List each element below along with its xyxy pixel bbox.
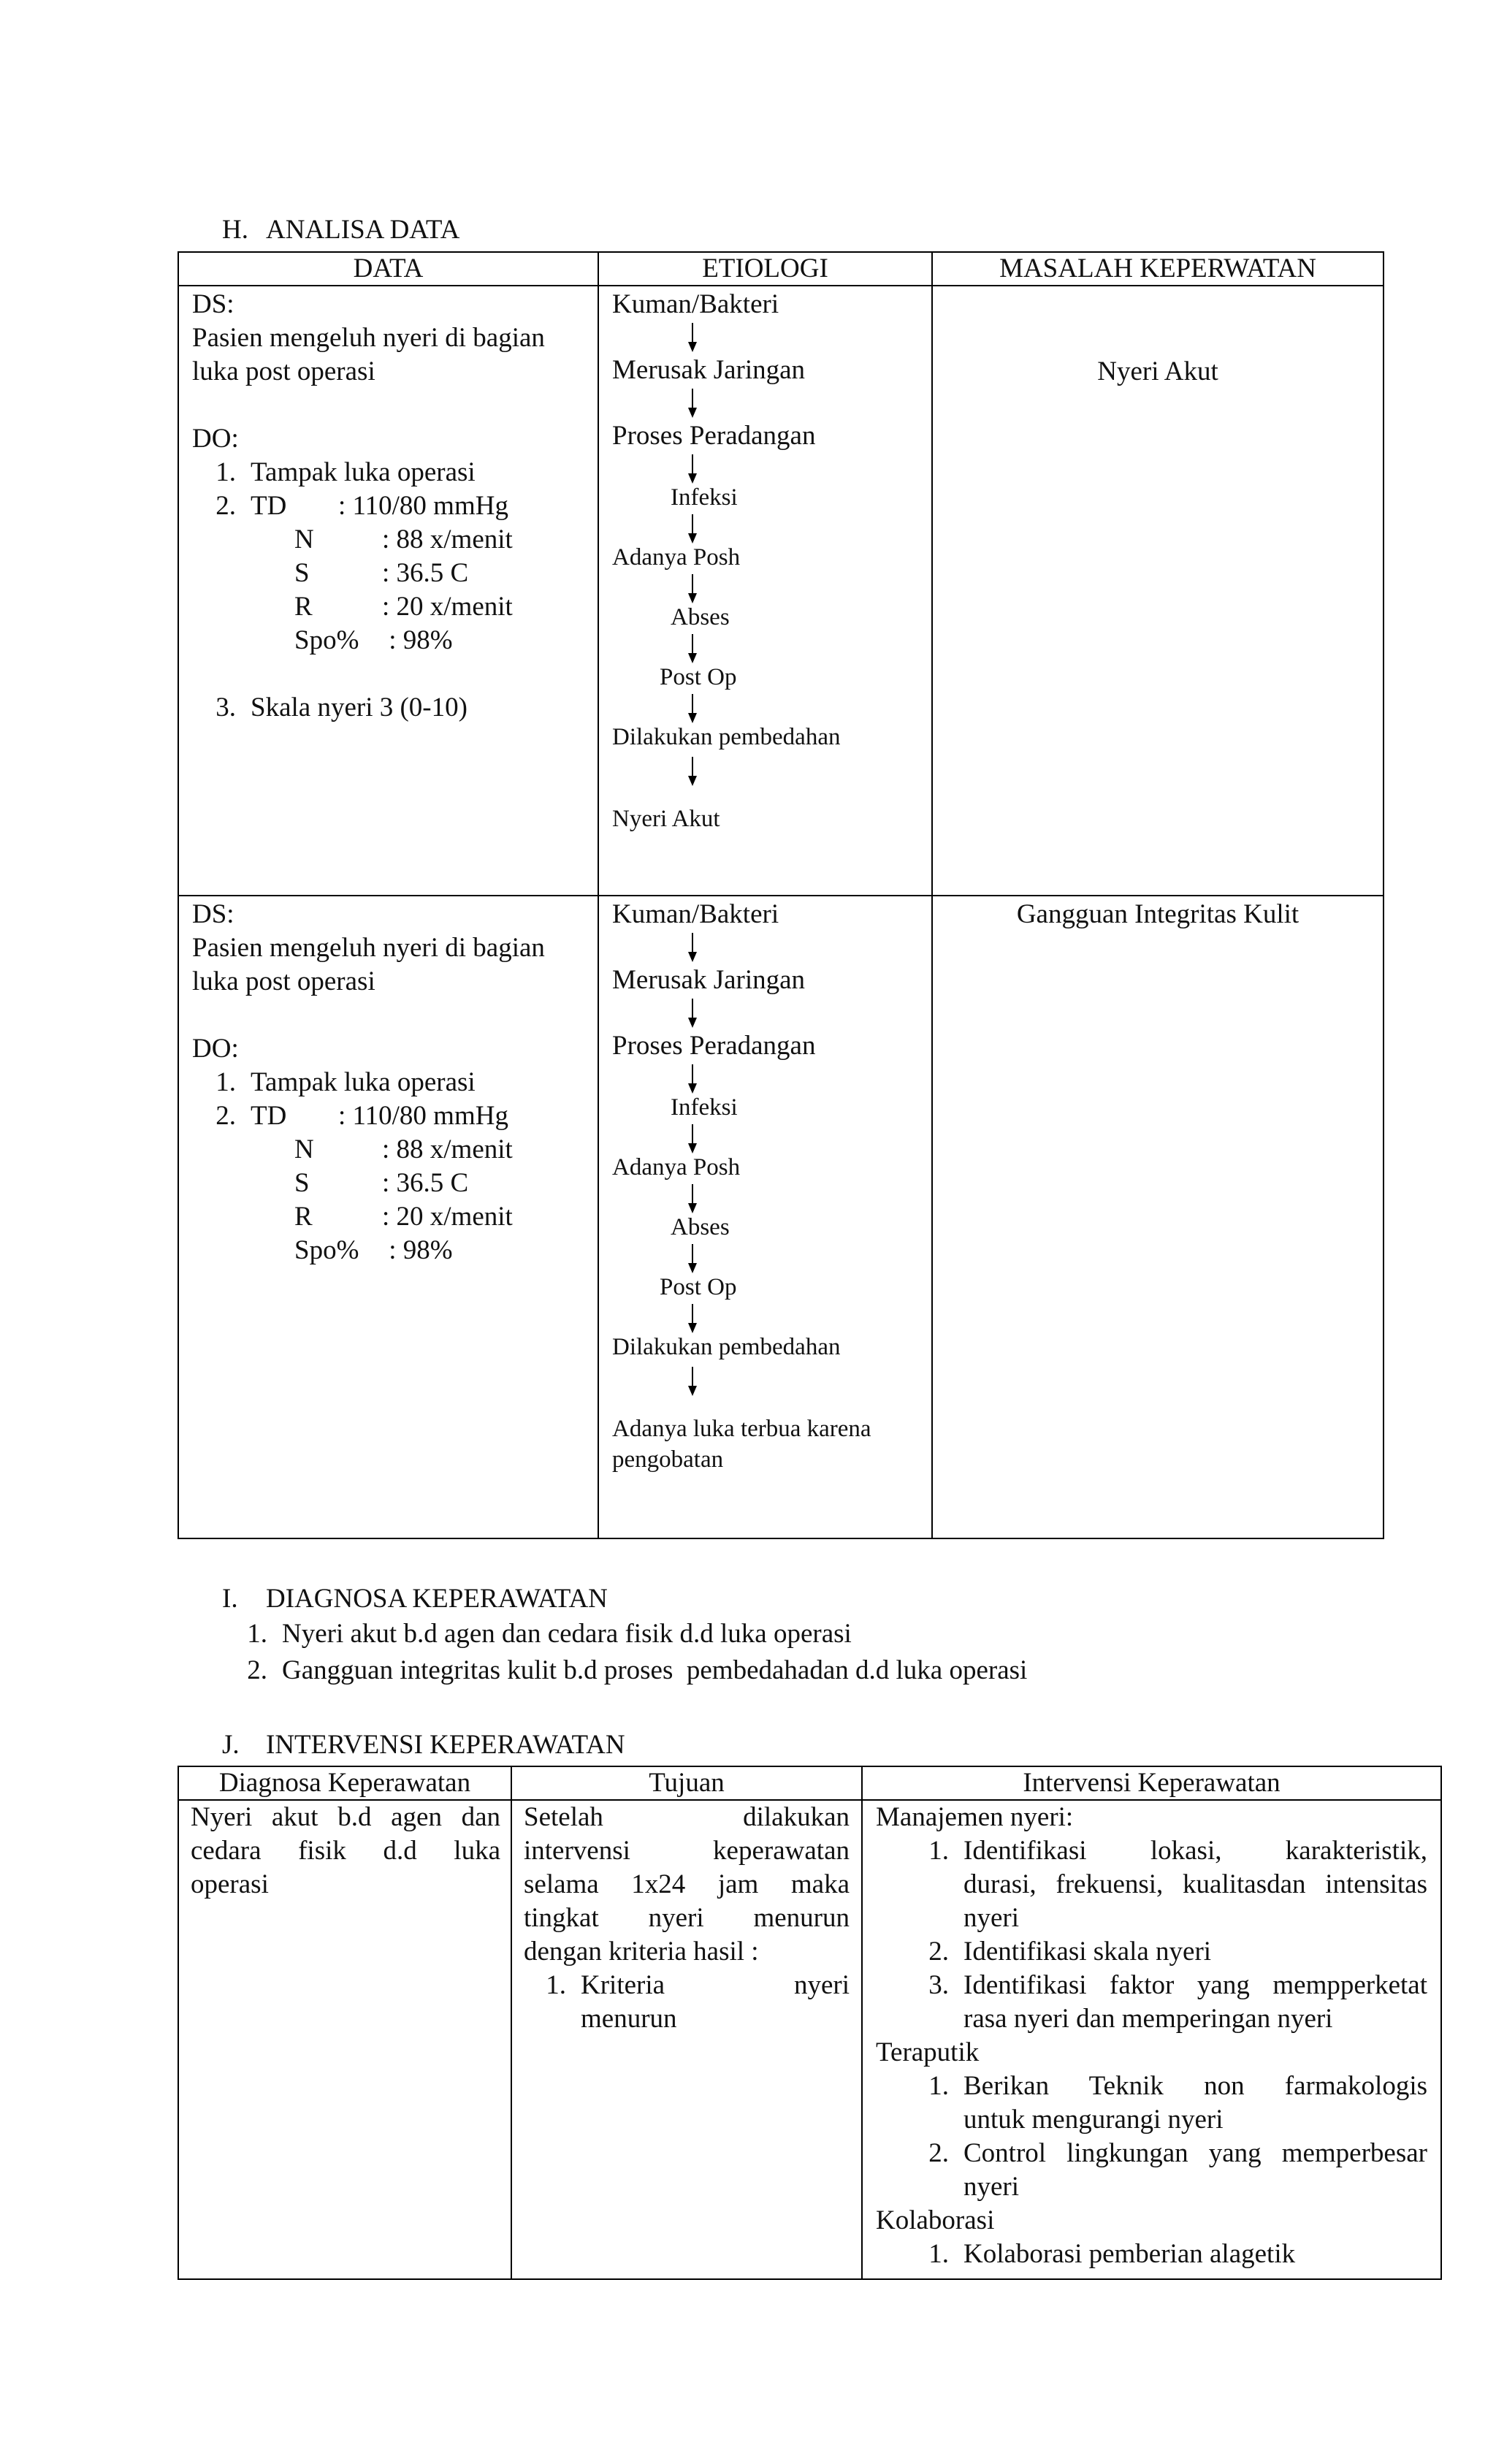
terapeutik-label: Teraputik: [876, 2037, 980, 2067]
down-arrow-icon: [612, 513, 931, 542]
etiology-step: Merusak Jaringan: [612, 965, 806, 995]
do-list: [192, 456, 584, 523]
vital-sign: S : 36.5 C: [294, 1168, 469, 1198]
section-j-title: INTERVENSI KEPERAWATAN: [266, 1730, 625, 1760]
ds-text: luka post operasi: [192, 966, 375, 996]
down-arrow-icon: [612, 1243, 931, 1272]
intervensi-item: 2. Control lingkungan yang memperbesar nyeri: [928, 2138, 1427, 2202]
etiology-step: Adanya Posh: [612, 1154, 741, 1180]
header-tujuan: Tujuan: [511, 1766, 862, 1800]
data-cell-2: [178, 896, 598, 1538]
section-j-number: J.: [222, 1730, 240, 1760]
intervensi-item: 1. Identifikasi lokasi, karakteristik, durasi, frekuensi, kualitasdan intensitas nyeri: [928, 1836, 1427, 1933]
intervensi-header-row: [178, 1766, 1441, 1800]
do-item: 3. Skala nyeri 3 (0-10): [215, 693, 468, 722]
vital-sign: Spo% : 98%: [294, 625, 453, 655]
etiology-flow: [599, 286, 931, 834]
etiology-step: Merusak Jaringan: [612, 355, 806, 385]
do-label: DO:: [192, 424, 239, 454]
down-arrow-icon: [612, 453, 931, 482]
do-item: 1. Tampak luka operasi: [215, 1067, 476, 1097]
etiology-step: Nyeri Akut: [612, 806, 720, 832]
tujuan-line: Setelah dilakukan: [524, 1802, 850, 1832]
intervensi-item: 2. Identifikasi skala nyeri: [928, 1937, 1212, 1967]
diagnosa-item: 2. Gangguan integritas kulit b.d proses pembedahadan d.d luka operasi: [247, 1655, 1028, 1685]
do-item: 1. Tampak luka operasi: [215, 457, 476, 487]
analisa-row-1: [178, 286, 1384, 896]
down-arrow-icon: [612, 693, 931, 722]
down-arrow-icon: [612, 931, 931, 964]
section-j-heading: [222, 1728, 625, 1762]
down-arrow-icon: [612, 1123, 931, 1152]
etiologi-cell-1: [598, 286, 932, 896]
vital-sign: R : 20 x/menit: [294, 1202, 513, 1232]
ds-text: Pasien mengeluh nyeri di bagian: [192, 933, 545, 963]
do-item: 2. TD : 110/80 mmHg: [215, 491, 508, 521]
vital-sign: S : 36.5 C: [294, 558, 469, 588]
do-label: DO:: [192, 1034, 239, 1064]
do-list: [192, 691, 584, 725]
etiology-step: Infeksi: [671, 484, 738, 511]
data-cell-1: [178, 286, 598, 896]
etiology-step: Adanya luka terbua karena: [612, 1416, 871, 1442]
header-diagnosa: Diagnosa Keperawatan: [178, 1766, 511, 1800]
diagnosa-list: [222, 1617, 1027, 1687]
diagnosa-line: Nyeri akut b.d agen dan: [191, 1802, 500, 1832]
diagnosa-line: operasi: [191, 1869, 269, 1899]
vital-sign: Spo% : 98%: [294, 1235, 453, 1265]
intervensi-item: 1. Berikan Teknik non farmakologis untuk mengurangi nyeri: [928, 2071, 1427, 2135]
down-arrow-icon: [612, 997, 931, 1029]
header-masalah: MASALAH KEPERWATAN: [932, 252, 1384, 286]
down-arrow-icon: [612, 321, 931, 354]
etiology-flow: [599, 896, 931, 1475]
intervensi-table: [178, 1766, 1442, 2280]
ds-label: DS:: [192, 289, 234, 319]
ds-text: luka post operasi: [192, 356, 375, 386]
etiology-step: Post Op: [660, 1274, 737, 1300]
masalah-cell-2: [932, 896, 1384, 1538]
etiology-step: pengobatan: [612, 1446, 724, 1473]
ds-text: Pasien mengeluh nyeri di bagian: [192, 323, 545, 353]
etiology-step: Post Op: [660, 664, 737, 690]
section-i-number: I.: [222, 1584, 238, 1614]
diagnosa-line: cedara fisik d.d luka: [191, 1836, 500, 1866]
intervensi-row: [178, 1800, 1441, 2279]
kolaborasi-label: Kolaborasi: [876, 2205, 995, 2235]
tujuan-line: dengan kriteria hasil :: [524, 1937, 759, 1967]
manajemen-label: Manajemen nyeri:: [876, 1802, 1074, 1832]
section-h-heading: [222, 213, 459, 247]
vital-sign: N : 88 x/menit: [294, 1134, 513, 1164]
section-h-title: ANALISA DATA: [266, 215, 460, 245]
etiology-step: Dilakukan pembedahan: [612, 724, 841, 750]
etiology-step: Dilakukan pembedahan: [612, 1334, 841, 1360]
intervensi-item: 1. Kolaborasi pemberian alagetik: [928, 2239, 1296, 2269]
diagnosa-cell: [178, 1800, 511, 2279]
vital-sign: R : 20 x/menit: [294, 592, 513, 622]
etiology-step: Infeksi: [671, 1094, 738, 1121]
vital-sign: N : 88 x/menit: [294, 525, 513, 554]
tujuan-cell: [511, 1800, 862, 2279]
do-list: [192, 1066, 584, 1133]
analisa-header-row: [178, 252, 1384, 286]
header-intervensi: Intervensi Keperawatan: [862, 1766, 1441, 1800]
tujuan-criteria-item: 1. Kriteria nyeri menurun: [546, 1970, 850, 2034]
masalah-cell-1: [932, 286, 1384, 896]
ds-label: DS:: [192, 899, 234, 929]
header-data: DATA: [178, 252, 598, 286]
etiology-step: Proses Peradangan: [612, 421, 816, 451]
problem-label: Nyeri Akut: [1097, 356, 1218, 386]
down-arrow-icon: [612, 1302, 931, 1332]
section-h-number: H.: [222, 215, 248, 245]
header-etiologi: ETIOLOGI: [598, 252, 932, 286]
etiologi-cell-2: [598, 896, 932, 1538]
analisa-row-2: [178, 896, 1384, 1538]
down-arrow-icon: [612, 573, 931, 602]
down-arrow-icon: [612, 633, 931, 662]
section-i-title: DIAGNOSA KEPERAWATAN: [266, 1584, 608, 1614]
etiology-step: Adanya Posh: [612, 544, 741, 571]
etiology-step: Abses: [671, 1214, 730, 1240]
analisa-data-table: [178, 251, 1384, 1539]
down-arrow-icon: [612, 387, 931, 419]
down-arrow-icon: [612, 752, 931, 796]
etiology-step: Abses: [671, 604, 730, 630]
do-item: 2. TD : 110/80 mmHg: [215, 1101, 508, 1131]
down-arrow-icon: [612, 1183, 931, 1212]
diagnosa-item: 1. Nyeri akut b.d agen dan cedara fisik d.d luka operasi: [247, 1619, 852, 1649]
etiology-step: Proses Peradangan: [612, 1031, 816, 1061]
problem-label: Gangguan Integritas Kulit: [1016, 899, 1300, 929]
tujuan-line: tingkat nyeri menurun: [524, 1903, 850, 1933]
down-arrow-icon: [612, 1362, 931, 1406]
intervensi-cell: [862, 1800, 1441, 2279]
etiology-step: Kuman/Bakteri: [612, 899, 779, 929]
section-i-heading: [222, 1582, 608, 1616]
down-arrow-icon: [612, 1063, 931, 1092]
etiology-step: Kuman/Bakteri: [612, 289, 779, 319]
tujuan-line: intervensi keperawatan: [524, 1836, 850, 1866]
intervensi-item: 3. Identifikasi faktor yang mempperketat rasa nyeri dan memperingan nyeri: [928, 1970, 1427, 2034]
tujuan-line: selama 1x24 jam maka: [524, 1869, 850, 1899]
